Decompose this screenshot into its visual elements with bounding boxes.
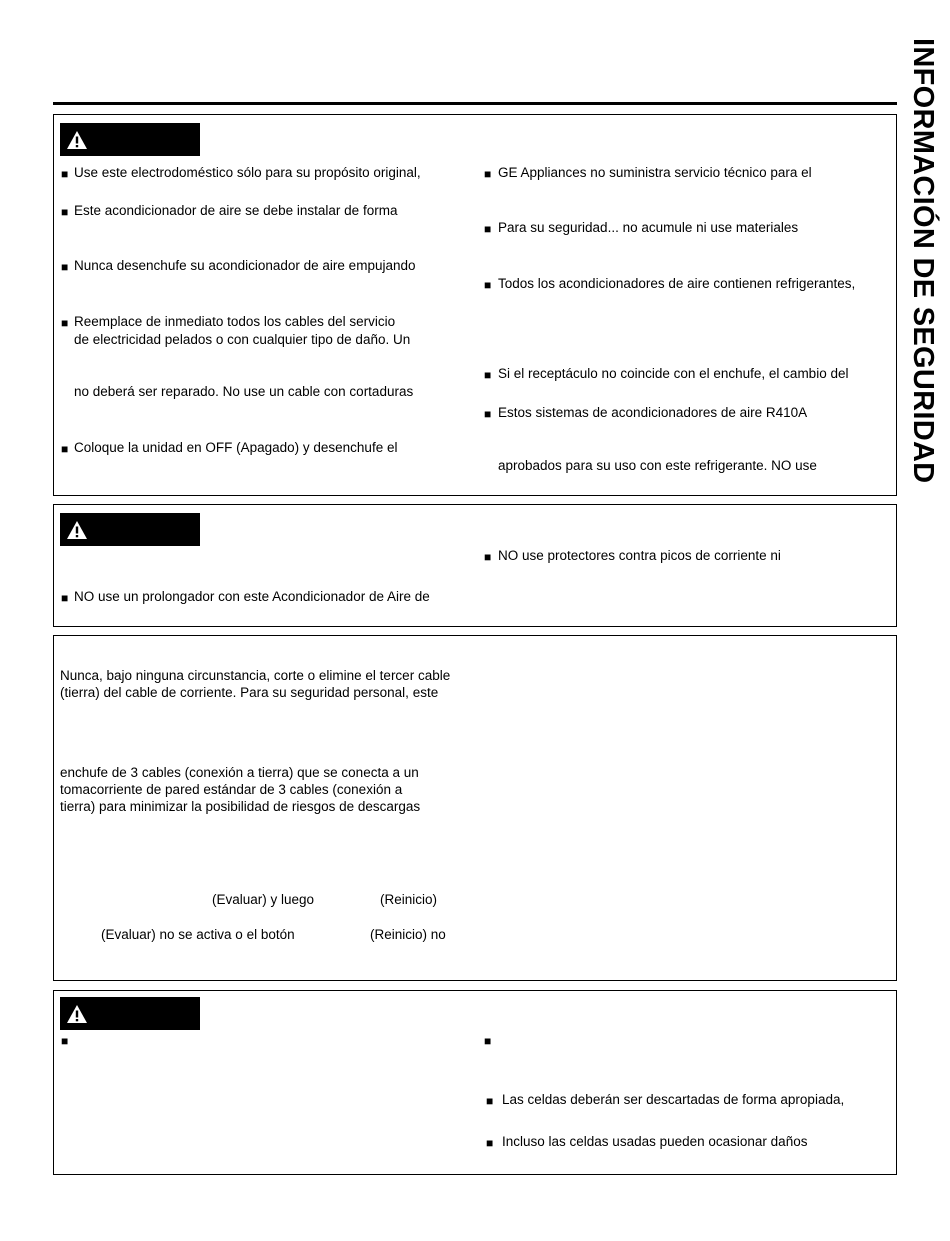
list-item: Reemplace de inmediato todos los cables del servicio (74, 314, 396, 329)
list-item: Para su seguridad... no acumule ni use materiales (498, 220, 799, 235)
list-item: GE Appliances no suministra servicio técnico para el (498, 165, 812, 180)
bullet: ■ (61, 442, 69, 456)
paragraph-line: Nunca, bajo ninguna circunstancia, corte o elimine el tercer cable (60, 668, 451, 683)
paragraph-line: (tierra) del cable de corriente. Para su seguridad personal, este (60, 685, 439, 700)
warning-triangle-icon (66, 130, 88, 150)
list-item-continued: de electricidad pelados o con cualquier tipo de daño. Un (74, 332, 411, 347)
bullet: ■ (61, 167, 69, 181)
list-item: Este acondicionador de aire se debe instalar de forma (74, 203, 398, 218)
bullet: ■ (61, 591, 69, 605)
warning-label (60, 997, 200, 1030)
warning-box-batteries (53, 990, 897, 1175)
header-rule (53, 102, 897, 105)
grounding-info-box (53, 635, 897, 981)
list-item: Use este electrodoméstico sólo para su propósito original, (74, 165, 421, 180)
warning-label (60, 123, 200, 156)
warning-triangle-icon (66, 520, 88, 540)
list-item-continued: no deberá ser reparado. No use un cable con cortaduras (74, 384, 414, 399)
paragraph-line: tierra) para minimizar la posibilidad de riesgos de descargas (60, 799, 421, 814)
list-item: Incluso las celdas usadas pueden ocasionar daños (502, 1134, 808, 1149)
paragraph-line: enchufe de 3 cables (conexión a tierra) que se conecta a un (60, 765, 419, 780)
warning-label (60, 513, 200, 546)
list-item: Si el receptáculo no coincide con el enchufe, el cambio del (498, 366, 849, 381)
paragraph-fragment: (Evaluar) y luego (212, 892, 315, 907)
list-item: Todos los acondicionadores de aire contienen refrigerantes, (498, 276, 856, 291)
bullet: ■ (484, 368, 492, 382)
list-item: NO use protectores contra picos de corriente ni (498, 548, 781, 563)
bullet: ■ (484, 278, 492, 292)
bullet: ■ (486, 1136, 494, 1150)
list-item: Coloque la unidad en OFF (Apagado) y desenchufe el (74, 440, 398, 455)
list-item: NO use un prolongador con este Acondicionador de Aire de (74, 589, 430, 604)
bullet: ■ (484, 550, 492, 564)
warning-triangle-icon (66, 1004, 88, 1024)
bullet: ■ (484, 1034, 492, 1048)
bullet: ■ (61, 205, 69, 219)
paragraph-fragment: (Evaluar) no se activa o el botón (101, 927, 295, 942)
paragraph-fragment: (Reinicio) (380, 892, 438, 907)
list-item: Nunca desenchufe su acondicionador de aire empujando (74, 258, 416, 273)
list-item: Las celdas deberán ser descartadas de forma apropiada, (502, 1092, 845, 1107)
bullet: ■ (484, 222, 492, 236)
bullet: ■ (61, 1034, 69, 1048)
bullet: ■ (61, 260, 69, 274)
list-item-continued: aprobados para su uso con este refrigerante. NO use (498, 458, 817, 473)
bullet: ■ (484, 407, 492, 421)
bullet: ■ (61, 316, 69, 330)
bullet: ■ (484, 167, 492, 181)
list-item: Estos sistemas de acondicionadores de aire R410A (498, 405, 808, 420)
warning-box-general (53, 114, 897, 496)
paragraph-fragment: (Reinicio) no (370, 927, 446, 942)
warning-box-electrical (53, 504, 897, 627)
bullet: ■ (486, 1094, 494, 1108)
section-title: INFORMACIÓN DE SEGURIDAD (907, 38, 939, 484)
paragraph-line: tomacorriente de pared estándar de 3 cables (conexión a (60, 782, 403, 797)
